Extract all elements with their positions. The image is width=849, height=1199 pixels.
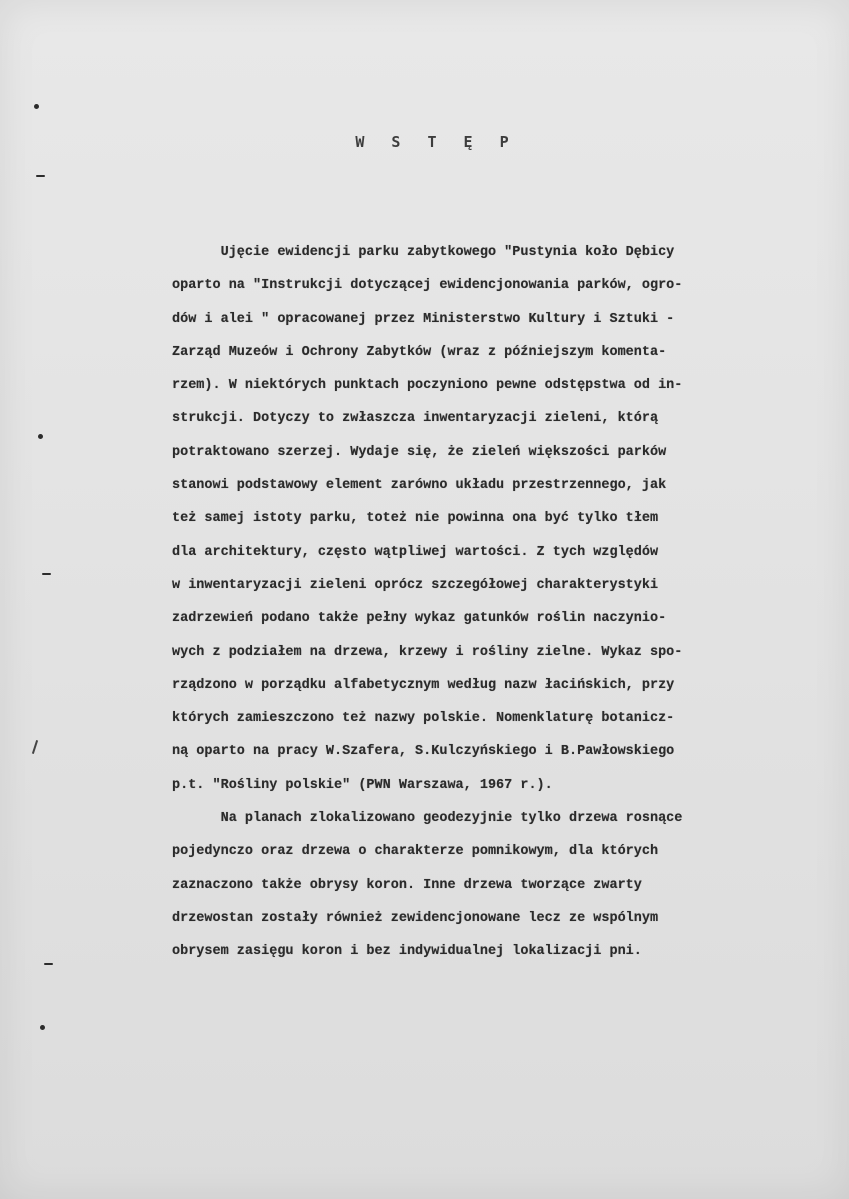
text-line: rządzono w porządku alfabetycznym według nazw łacińskich, przy [172, 677, 675, 693]
text-line: dla architektury, często wątpliwej wartości. Z tych względów [172, 544, 659, 560]
margin-dot [34, 104, 39, 109]
margin-dash [42, 573, 51, 575]
text-line: rzem). W niektórych punktach poczyniono pewne odstępstwa od in- [172, 378, 683, 394]
text-line: wych z podziałem na drzewa, krzewy i rośliny zielne. Wykaz spo- [172, 644, 683, 660]
margin-dash [44, 963, 53, 965]
text-line: dów i alei " opracowanej przez Ministerstwo Kultury i Sztuki - [172, 311, 675, 327]
page-title: W S T Ę P [355, 133, 518, 151]
text-line: których zamieszczono też nazwy polskie. Nomenklaturę botanicz- [172, 711, 675, 727]
margin-dash [36, 175, 45, 177]
text-line: strukcji. Dotyczy to zwłaszcza inwentaryzacji zieleni, którą [172, 411, 659, 427]
paragraph-1 [172, 236, 824, 802]
text-line: p.t. "Rośliny polskie" (PWN Warszawa, 1967 r.). [172, 777, 553, 793]
body-text [172, 236, 824, 969]
text-line: Zarząd Muzeów i Ochrony Zabytków (wraz z późniejszym komenta- [172, 344, 667, 360]
text-line: ną oparto na pracy W.Szafera, S.Kulczyńskiego i B.Pawłowskiego [172, 744, 675, 760]
paragraph-2 [172, 802, 824, 968]
text-line: Ujęcie ewidencji parku zabytkowego "Pustynia koło Dębicy [172, 245, 675, 260]
text-line: zaznaczono także obrysy koron. Inne drzewa tworzące zwarty [172, 877, 642, 893]
margin-tick [32, 740, 38, 754]
text-line: potraktowano szerzej. Wydaje się, że zieleń większości parków [172, 444, 667, 460]
text-line: Na planach zlokalizowano geodezyjnie tylko drzewa rosnące [172, 811, 683, 827]
text-line: też samej istoty parku, toteż nie powinna ona być tylko tłem [172, 511, 659, 527]
text-line: stanowi podstawowy element zarówno układu przestrzennego, jak [172, 478, 667, 494]
text-line: oparto na "Instrukcji dotyczącej ewidencjonowania parków, ogro- [172, 278, 683, 294]
text-line: pojedynczo oraz drzewa o charakterze pomnikowym, dla których [172, 844, 659, 860]
margin-dot [40, 1025, 45, 1030]
text-line: zadrzewień podano także pełny wykaz gatunków roślin naczynio- [172, 611, 667, 627]
margin-dot [38, 434, 43, 439]
text-line: drzewostan zostały również zewidencjonowane lecz ze wspólnym [172, 910, 659, 926]
text-line: obrysem zasięgu koron i bez indywidualnej lokalizacji pni. [172, 944, 642, 960]
text-line: w inwentaryzacji zieleni oprócz szczegółowej charakterystyki [172, 577, 659, 593]
